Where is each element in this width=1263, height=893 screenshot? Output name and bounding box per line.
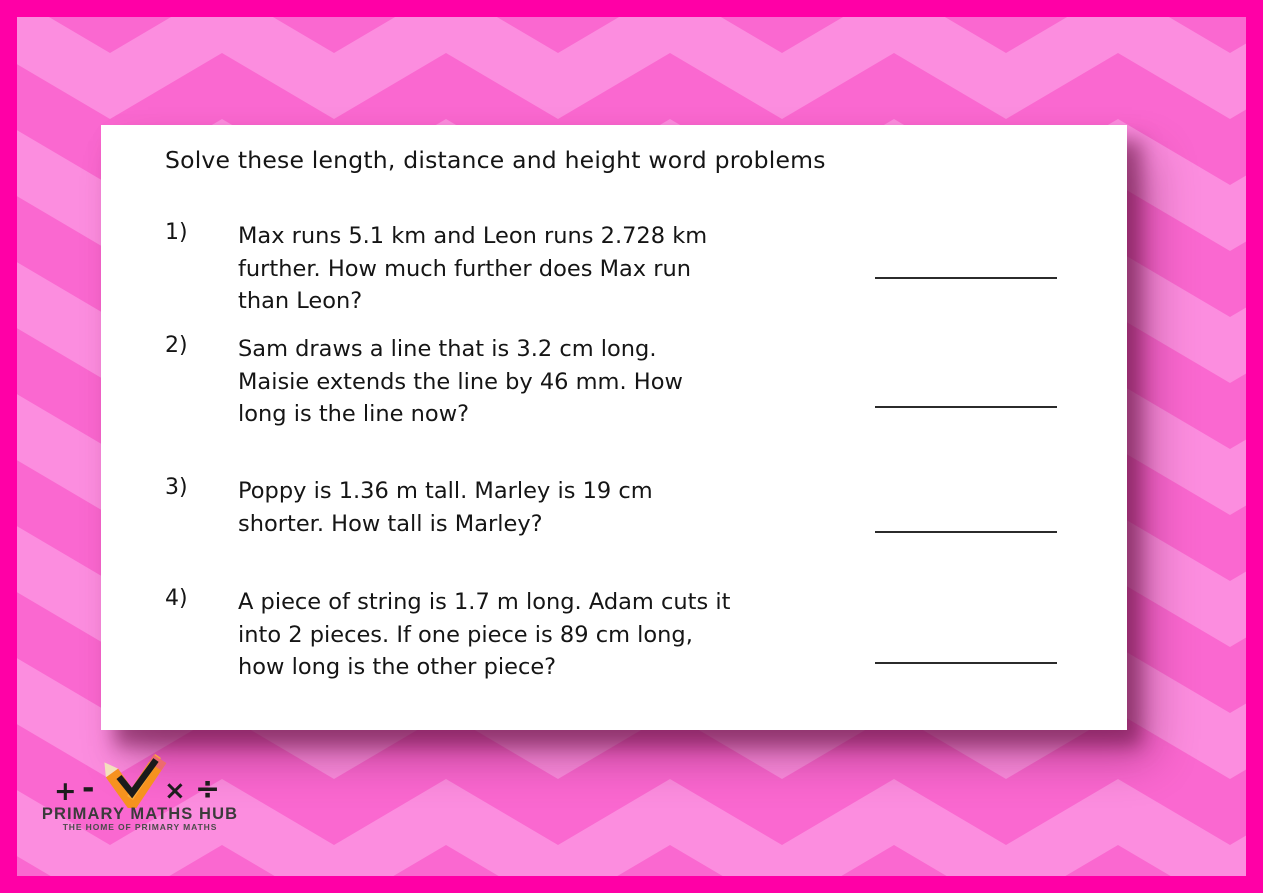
problem-3-line-2: shorter. How tall is Marley?	[238, 510, 543, 537]
worksheet-card	[101, 125, 1127, 730]
answer-line-2[interactable]	[875, 406, 1057, 408]
problem-1-number: 1)	[165, 220, 188, 245]
problem-3	[165, 475, 878, 540]
problem-4-number: 4)	[165, 586, 188, 611]
problem-2-line-3: long is the line now?	[238, 401, 470, 427]
problem-4-line-2: into 2 pieces. If one piece is 89 cm long,	[238, 621, 693, 648]
problem-4-line-1: A piece of string is 1.7 m long. Adam cuts it	[238, 589, 731, 615]
logo-tagline: THE HOME OF PRIMARY MATHS	[62, 822, 218, 832]
answer-line-1[interactable]	[875, 277, 1057, 279]
problem-1-text	[238, 220, 878, 318]
problem-1-line-3: than Leon?	[238, 288, 363, 314]
problem-2-line-1: Sam draws a line that is 3.2 cm long.	[238, 336, 657, 362]
divide-icon: ÷	[195, 772, 221, 807]
answer-line-3[interactable]	[875, 531, 1057, 533]
minus-icon: -	[82, 771, 95, 806]
logo-name: PRIMARY MATHS HUB	[41, 805, 239, 823]
worksheet-title: Solve these length, distance and height word problems	[165, 146, 826, 174]
problem-2-text	[238, 333, 878, 431]
pencil-check-icon	[104, 750, 168, 808]
problem-1-line-1: Max runs 5.1 km and Leon runs 2.728 km	[238, 223, 708, 249]
problem-2-line-2: Maisie extends the line by 46 mm. How	[238, 368, 683, 395]
problem-3-number: 3)	[165, 475, 188, 500]
answer-line-4[interactable]	[875, 662, 1057, 664]
times-icon: ×	[164, 776, 186, 806]
problem-3-line-1: Poppy is 1.36 m tall. Marley is 19 cm	[238, 478, 653, 504]
problem-2	[165, 333, 878, 431]
problem-4-text	[238, 586, 878, 684]
problem-1-line-2: further. How much further does Max run	[238, 255, 692, 282]
problem-4	[165, 586, 878, 684]
primary-maths-hub-logo	[40, 748, 240, 840]
plus-icon: +	[54, 776, 77, 807]
problem-3-text	[238, 475, 878, 540]
problem-2-number: 2)	[165, 333, 188, 358]
problem-1	[165, 220, 878, 318]
problem-4-line-3: how long is the other piece?	[238, 654, 557, 680]
